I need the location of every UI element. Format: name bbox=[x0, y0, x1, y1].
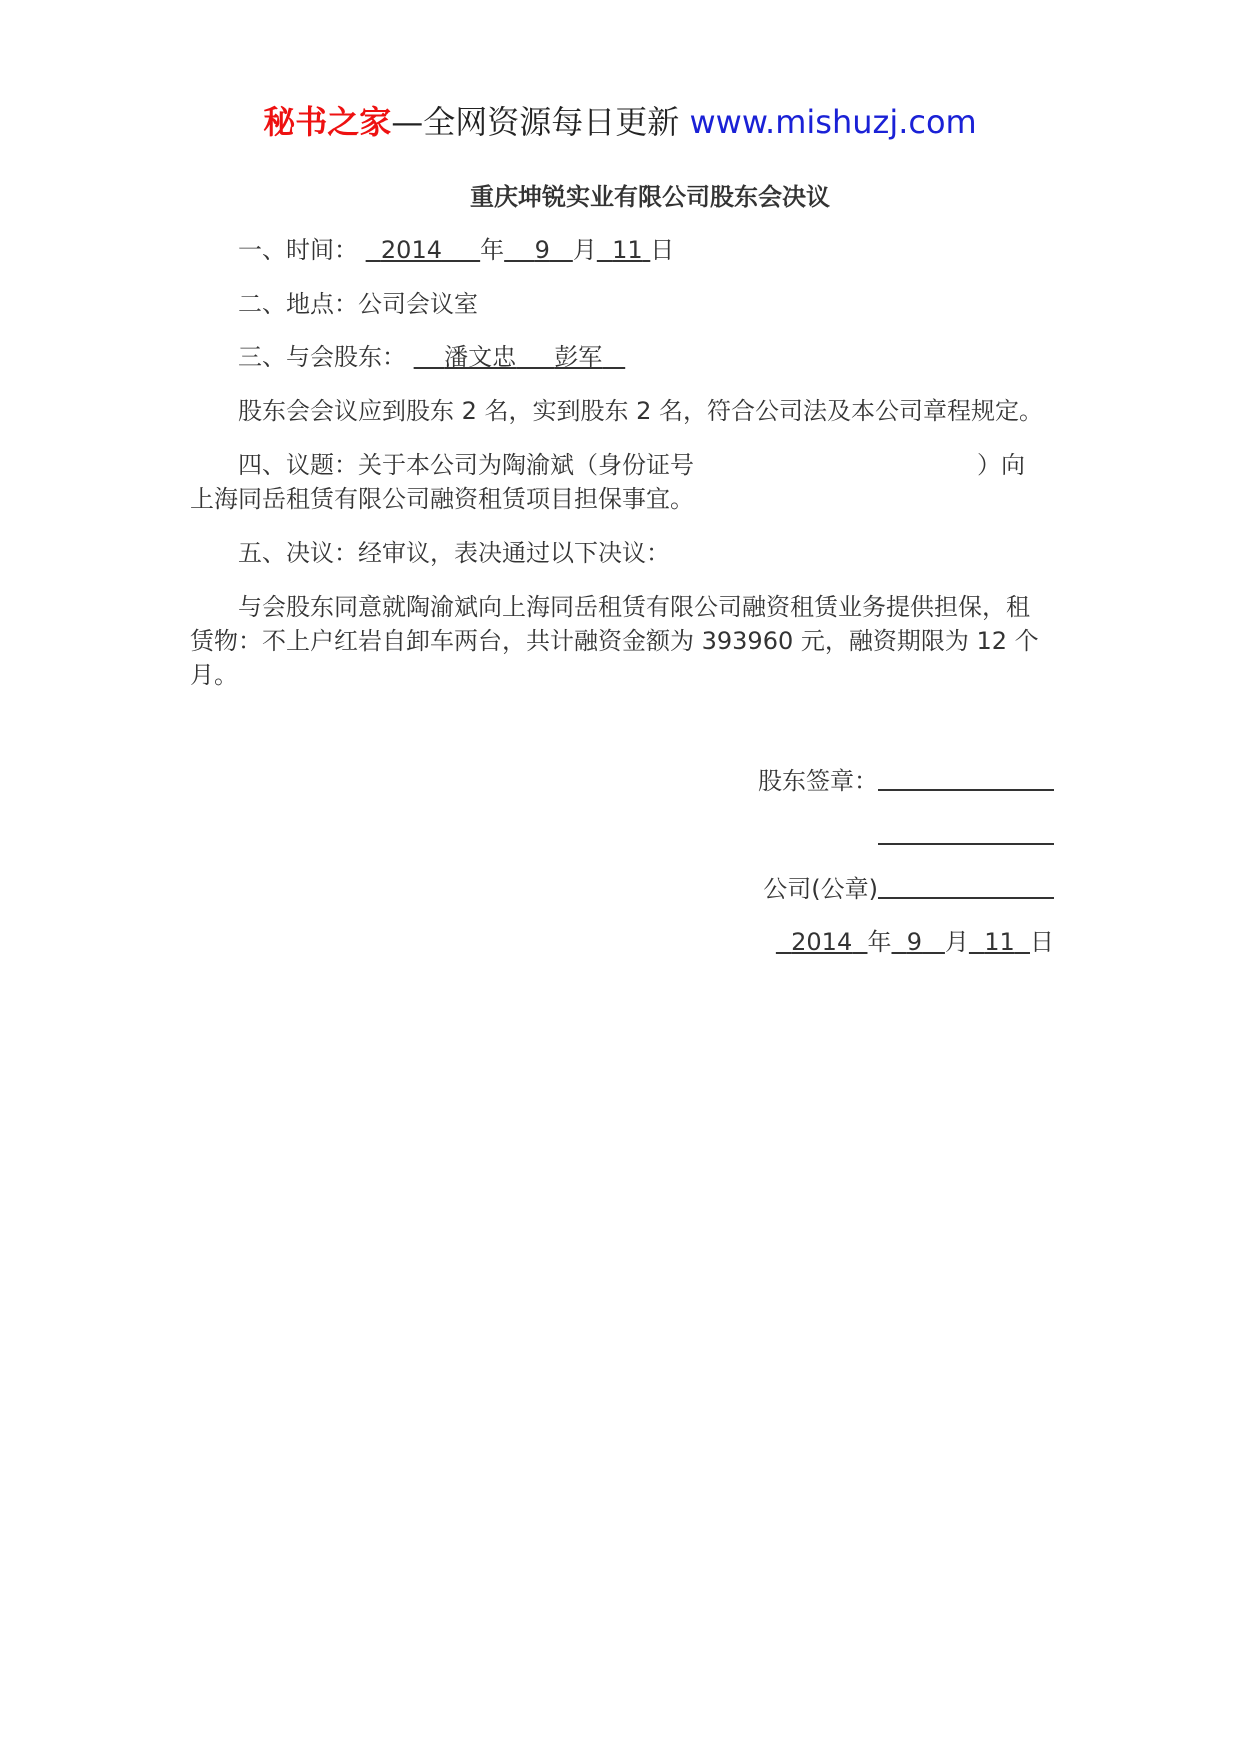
sign-month: 9 bbox=[906, 928, 923, 956]
shareholder-signature bbox=[758, 763, 1054, 798]
time-year: 2014 bbox=[380, 236, 442, 264]
brand-name: 秘书之家 bbox=[263, 103, 392, 141]
meeting-time bbox=[238, 233, 674, 267]
sign-day-unit: 日 bbox=[1030, 928, 1054, 956]
shareholder-signature-label: 股东签章： bbox=[758, 767, 878, 795]
time-month: 9 bbox=[534, 236, 550, 264]
shareholders-label: 三、与会股东： bbox=[238, 343, 406, 371]
resolution-text: 与会股东同意就陶渝斌向上海同岳租赁有限公司融资租赁业务提供担保，租赁物：不上户红岩自卸车两台，共计融资金额为 393960 元，融资期限为 12 个月。 bbox=[190, 593, 1039, 689]
site-header bbox=[0, 100, 1240, 144]
signature-blank-1 bbox=[878, 763, 1054, 791]
shareholder-signature-2 bbox=[878, 817, 1054, 852]
time-day-unit: 日 bbox=[650, 236, 675, 264]
sign-year-unit: 年 bbox=[867, 928, 892, 956]
topic-part-2: ）向 bbox=[977, 451, 1025, 479]
shareholder-name-2: 彭军 bbox=[554, 343, 603, 371]
sign-day: 11 bbox=[984, 928, 1015, 956]
slogan: —全网资源每日更新 bbox=[391, 103, 680, 141]
attending-shareholders bbox=[238, 340, 625, 374]
topic-line-2: 上海同岳租赁有限公司融资租赁项目担保事宜。 bbox=[190, 485, 694, 513]
company-seal-label: 公司(公章) bbox=[763, 875, 878, 903]
seal-blank bbox=[878, 871, 1054, 899]
topic-line-1 bbox=[238, 448, 1025, 482]
shareholder-name-1: 潘文忠 bbox=[444, 343, 517, 371]
time-label: 一、时间： bbox=[238, 236, 358, 264]
document-title: 重庆坤锐实业有限公司股东会决议 bbox=[470, 183, 830, 211]
attendance-statement: 股东会会议应到股东 2 名，实到股东 2 名，符合公司法及本公司章程规定。 bbox=[238, 397, 1044, 425]
time-day: 11 bbox=[612, 236, 643, 264]
site-url[interactable]: www.mishuzj.com bbox=[689, 103, 977, 141]
signature-blank-2 bbox=[878, 817, 1054, 845]
meeting-place: 二、地点：公司会议室 bbox=[238, 290, 478, 318]
sign-month-unit: 月 bbox=[944, 928, 969, 956]
signature-date bbox=[776, 925, 1054, 959]
time-month-unit: 月 bbox=[572, 236, 597, 264]
topic-part-1: 四、议题：关于本公司为陶渝斌（身份证号 bbox=[238, 451, 694, 479]
company-seal bbox=[763, 871, 1054, 906]
resolution-label: 五、决议：经审议，表决通过以下决议： bbox=[238, 539, 670, 567]
time-year-unit: 年 bbox=[480, 236, 505, 264]
sign-year: 2014 bbox=[791, 928, 853, 956]
